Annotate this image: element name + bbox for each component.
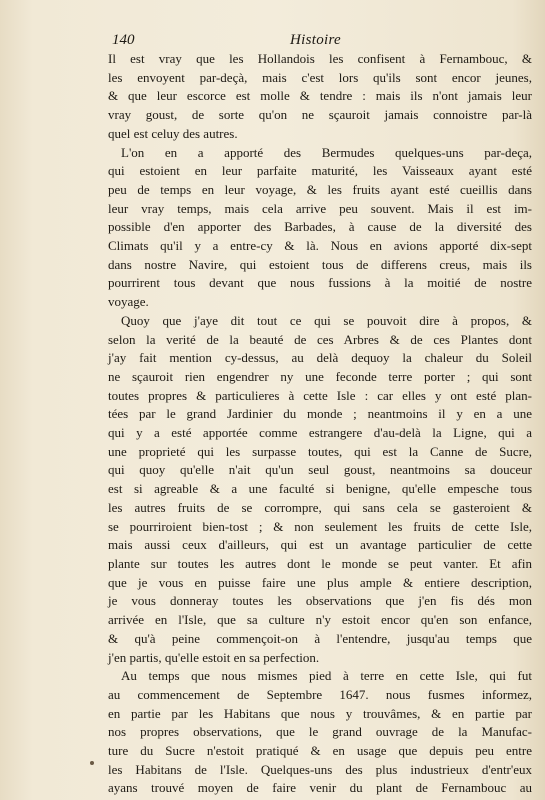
text-line: au commencement de Septembre 1647. nous fusmes informez,	[108, 686, 532, 702]
text-line: nos propres observations, que le grand ouvrage de la Manufac-	[108, 724, 532, 740]
text-line: les envoyent par-deçà, mais c'est lors qu'ils sont encor jeunes,	[108, 69, 532, 85]
text-line: ayans trouvé moyen de faire venir du plant de Fernambouc au	[108, 780, 532, 796]
text-line: voyage.	[108, 294, 149, 310]
text-line: vray goust, de sorte qu'on ne sçauroit jamais connoistre par-là	[108, 107, 532, 123]
text-line: plante sur toutes les autres dont le monde se peut vanter. Et afin	[108, 555, 532, 571]
page-number: 140	[112, 32, 135, 48]
text-line: se pourriroient bien-tost ; & non seulement les fruits de cette Isle,	[108, 518, 532, 534]
text-line: qui estoient en leur parfaite maturité, les Vaisseaux ayant esté	[108, 163, 532, 179]
paragraph-1	[108, 50, 532, 144]
text-line: toutes propres & particulieres à cette Isle : car elles y ont esté plan-	[108, 387, 532, 403]
text-line: qui y a esté apportée comme estrangere d'au-delà la Ligne, qui a	[108, 425, 532, 441]
text-line: pourrirent tous devant que nous fussions à la moitié de nostre	[108, 275, 532, 291]
text-line: j'en partis, qu'elle estoit en sa perfection.	[108, 649, 320, 665]
text-line: selon la verité de la beauté de ces Arbres & de ces Plantes dont	[108, 331, 532, 347]
margin-mark	[90, 761, 94, 765]
text-line: ture du Sucre n'estoit pratiqué & en usage que depuis peu entre	[108, 743, 532, 759]
text-line: tées par le grand Jardinier du monde ; neantmoins il y en a une	[108, 406, 532, 422]
text-line: les autres fruits de se corrompre, qui sans cela se gasteroient &	[108, 499, 532, 515]
text-line: en partie par les Habitans que nous y trouvâmes, & en partie par	[108, 705, 532, 721]
text-line: les Habitans de l'Isle. Quelques-uns des plus industrieux d'entr'eux	[108, 761, 532, 777]
text-line: une proprieté qui les surpasse toutes, qui est la Canne de Sucre,	[108, 443, 532, 459]
text-line: Au temps que nous mismes pied à terre en cette Isle, qui fut	[121, 668, 532, 684]
text-line: peu de temps en leur voyage, & les fruits ayant esté cueillis dans	[108, 181, 532, 197]
text-line: mais aussi ceux d'ailleurs, qui est un avantage particulier de cette	[108, 537, 532, 553]
text-line: Climats qu'il y a entre-cy & là. Nous en avions apporté dix-sept	[108, 238, 532, 254]
text-line: & qu'à peine commençoit-on à l'entendre, jusqu'au temps que	[108, 630, 532, 646]
text-line: est si agreable & a une faculté si benigne, qu'elle empesche tous	[108, 481, 532, 497]
text-line: leur vray temps, mais cela arrive peu souvent. Mais il est im-	[108, 200, 532, 216]
text-line: L'on en a apporté des Bermudes quelques-uns par-deça,	[121, 144, 532, 160]
text-line: Quoy que j'aye dit tout ce qui se pouvoit dire à propos, &	[121, 312, 532, 328]
running-title: Histoire	[290, 32, 342, 48]
running-header	[112, 32, 534, 50]
text-line: je vous donneray toutes les observations que j'en fis dés mon	[108, 593, 532, 609]
text-line: Il est vray que les Hollandois les confisent à Fernambouc, &	[108, 51, 532, 66]
text-line: ne sçauroit rien engendrer ny une feconde terre porter ; qui sont	[108, 368, 532, 384]
text-line: arrivée en l'Isle, que sa culture n'y estoit encor qu'en son enfance,	[108, 612, 532, 628]
paragraph-4	[108, 667, 532, 798]
page-body	[108, 50, 532, 798]
text-line: j'ay fait mention cy-dessus, au delà dequoy la chaleur du Soleil	[108, 350, 532, 366]
text-line: possible d'en apporter des Barbades, à cause de la diversité des	[108, 219, 532, 235]
text-line: qui quoy qu'elle n'ait qu'un seul goust, neantmoins sa douceur	[108, 462, 532, 478]
text-line: dans nostre Navire, qui estoient tous de differens creus, mais ils	[108, 256, 532, 272]
text-line: que je vous en puisse faire une plus ample & entiere description,	[108, 574, 532, 590]
paragraph-2	[108, 144, 532, 312]
paragraph-3	[108, 312, 532, 667]
text-line: quel est celuy des autres.	[108, 125, 238, 141]
text-line: & que leur escorce est molle & tendre : mais ils n'ont jamais leur	[108, 88, 532, 104]
